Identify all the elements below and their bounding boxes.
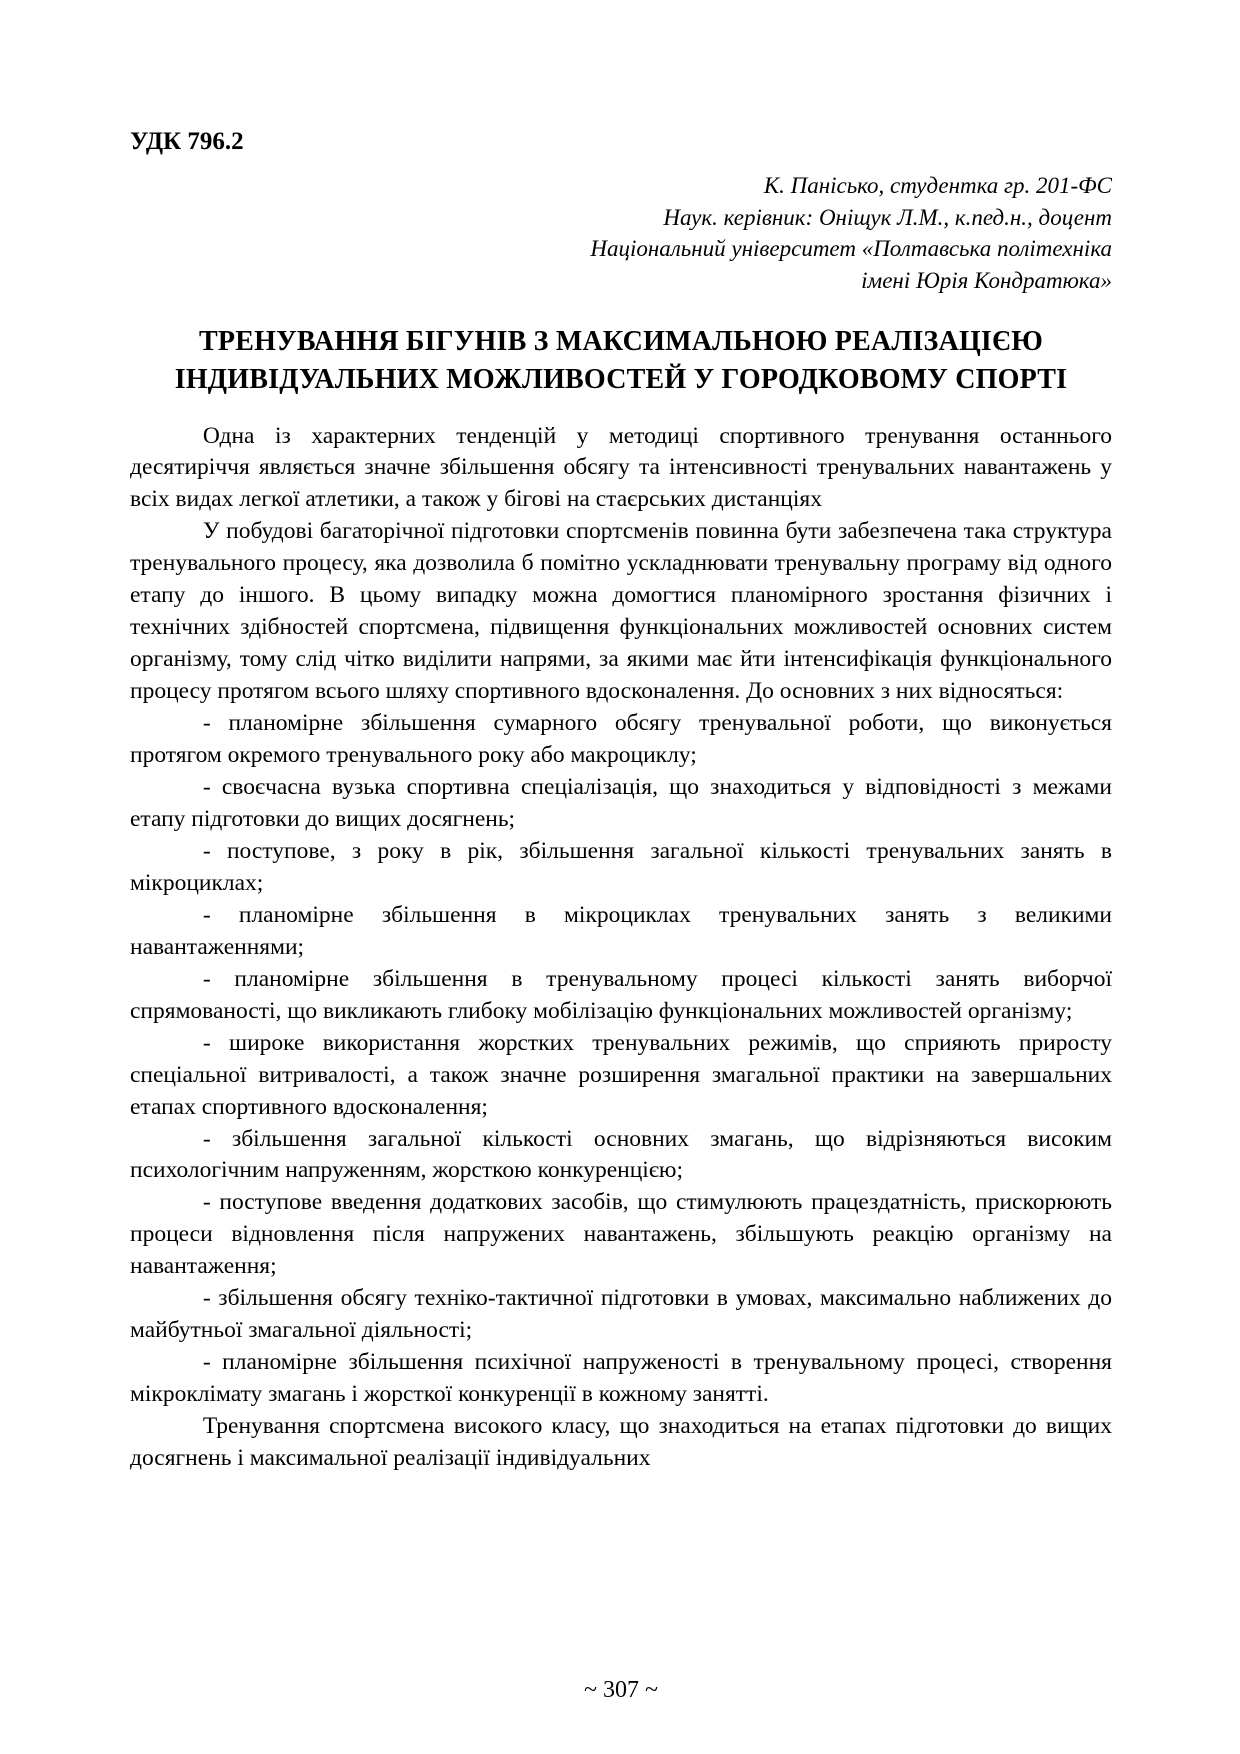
author-line: Національний університет «Полтавська політехніка [590,236,1112,262]
article-title: ТРЕНУВАННЯ БІГУНІВ З МАКСИМАЛЬНОЮ РЕАЛІЗАЦІЄЮ ІНДИВІДУАЛЬНИХ МОЖЛИВОСТЕЙ У ГОРОДКОВОМУ СПОРТІ [174,325,1068,395]
paragraph: - планомірне збільшення сумарного обсягу тренувальної роботи, що виконується протягом окремого тренувального року або макроциклу; [130,710,1112,769]
paragraph: - планомірне збільшення в тренувальному процесі кількості занять виборчої спрямованості, що викликають глибоку мобілізацію функціональних можливостей організму; [130,965,1112,1024]
paragraph: - збільшення обсягу техніко-тактичної підготовки в умовах, максимально наближених до майбутньої змагальної діяльності; [130,1285,1112,1344]
paragraph: - збільшення загальної кількості основних змагань, що відрізняються високим психологічним напруженням, жорсткою конкуренцією; [130,1125,1112,1184]
paragraph: - своєчасна вузька спортивна спеціалізація, що знаходиться у відповідності з межами етапу підготовки до вищих досягнень; [130,774,1112,832]
paragraph: Тренування спортсмена високого класу, що знаходиться на етапах підготовки до вищих досягнень і максимальної реалізації індивідуальних [130,1413,1112,1472]
udc-label: УДК 796.2 [130,128,244,155]
author-line: К. Панісько, студентка гр. 201-ФС [763,173,1112,198]
paragraph: - поступове введення додаткових засобів, що стимулюють працездатність, прискорюють процеси відновлення після напружених навантажень, збільшують реакцію організму на навантаження; [130,1189,1112,1280]
paragraph: У побудові багаторічної підготовки спортсменів повинна бути забезпечена така структура тренувального процесу, яка дозволила б помітно ускладнювати тренувальну програму від одного етапу до іншого. В цьому випадку можна домогтися планомірного зростання фізичних і технічних здібностей спортсмена, підвищення функціональних можливостей основних систем організму, тому слід чітко виділити напрями, за якими має йти інтенсифікація функціонального процесу протягом всього шляху спортивного вдосконалення. До основних з них відносяться: [130,518,1112,705]
article-body [130,421,1112,1475]
paragraph: - широке використання жорстких тренувальних режимів, що сприяють приросту спеціальної витривалості, а також значне розширення змагальної практики на завершальних етапах спортивного вдосконалення; [130,1029,1112,1120]
author-line: імені Юрія Кондратюка» [861,268,1112,294]
author-block [130,170,1112,297]
author-line: Наук. керівник: Оніщук Л.М., к.пед.н., доцент [663,204,1112,230]
paragraph: - планомірне збільшення в мікроциклах тренувальних занять з великими навантаженнями; [130,901,1112,960]
page-number: ~ 307 ~ [584,1677,658,1703]
paragraph: - планомірне збільшення психічної напруженості в тренувальному процесі, створення мікроклімату змагань і жорсткої конкуренції в кожному занятті. [130,1349,1112,1408]
paragraph: - поступове, з року в рік, збільшення загальної кількості тренувальних занять в мікроциклах; [130,837,1112,896]
paragraph: Одна із характерних тенденцій у методиці спортивного тренування останнього десятиріччя являється значне збільшення обсягу та інтенсивності тренувальних навантажень у всіх видах легкої атлетики, а також у бігові на стаєрських дистанціях [130,422,1112,513]
